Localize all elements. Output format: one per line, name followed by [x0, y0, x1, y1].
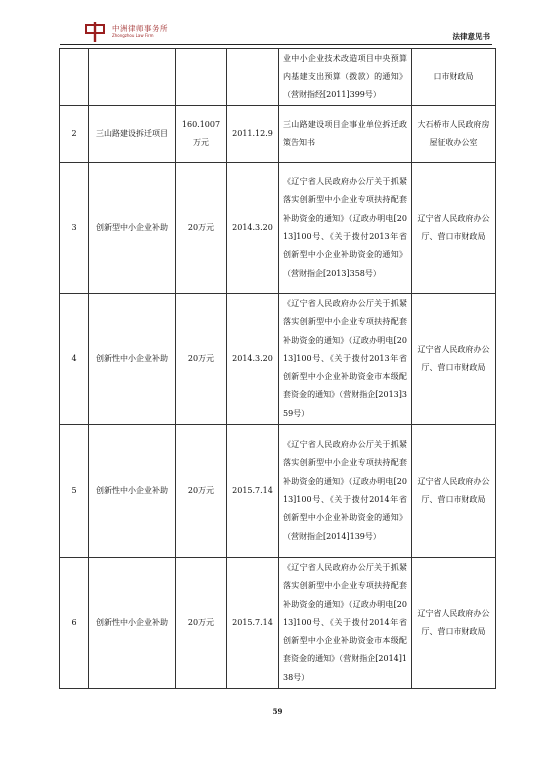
table-row [60, 163, 496, 294]
table-row [60, 425, 496, 558]
page-number: 59 [272, 707, 283, 716]
page-header [60, 18, 492, 45]
subsidy-amount [176, 49, 227, 106]
table-row [60, 294, 496, 425]
legal-basis: 业中小企业技术改造项目中央预算内基建支出预算（拨款）的通知》（营财指经[2011]399号） [279, 49, 412, 106]
row-number [60, 49, 89, 106]
subsidy-item: 创新性中小企业补助 [89, 558, 176, 689]
subsidy-amount: 160.1007万元 [176, 106, 227, 163]
table-row [60, 49, 496, 106]
subsidy-item: 创新型中小企业补助 [89, 163, 176, 294]
subsidy-amount: 20万元 [176, 294, 227, 425]
issuing-authority: 大石桥市人民政府房屋征收办公室 [412, 106, 496, 163]
subsidy-item: 创新性中小企业补助 [89, 425, 176, 558]
table-row [60, 106, 496, 163]
subsidy-amount: 20万元 [176, 425, 227, 558]
table-row [60, 558, 496, 689]
subsidy-date: 2015.7.14 [227, 558, 279, 689]
firm-name-en: Zhongzhou Law Firm [112, 33, 154, 38]
subsidy-table [59, 48, 496, 689]
subsidy-item: 三山路建设拆迁项目 [89, 106, 176, 163]
issuing-authority: 辽宁省人民政府办公厅、营口市财政局 [412, 425, 496, 558]
row-number: 6 [60, 558, 89, 689]
issuing-authority: 口市财政局 [412, 49, 496, 106]
issuing-authority: 辽宁省人民政府办公厅、营口市财政局 [412, 163, 496, 294]
legal-basis: 《辽宁省人民政府办公厅关于抓紧落实创新型中小企业专项扶持配套补助资金的通知》（辽政办明电[2013]100号、《关于拨付2013年省创新型中小企业补助资金的通知》（营财指企[2013]358号） [279, 163, 412, 294]
issuing-authority: 辽宁省人民政府办公厅、营口市财政局 [412, 294, 496, 425]
subsidy-amount: 20万元 [176, 558, 227, 689]
legal-basis: 《辽宁省人民政府办公厅关于抓紧落实创新型中小企业专项扶持配套补助资金的通知》（辽政办明电[2013]100号、《关于拨付2014年省创新型中小企业补助资金市本级配套资金的通知》（营财指企[2014]138号） [279, 558, 412, 689]
subsidy-date: 2014.3.20 [227, 294, 279, 425]
subsidy-item: 创新性中小企业补助 [89, 294, 176, 425]
subsidy-date: 2015.7.14 [227, 425, 279, 558]
document-type: 法律意见书 [452, 32, 490, 41]
subsidy-date [227, 49, 279, 106]
subsidy-date: 2014.3.20 [227, 163, 279, 294]
row-number: 3 [60, 163, 89, 294]
legal-basis: 《辽宁省人民政府办公厅关于抓紧落实创新型中小企业专项扶持配套补助资金的通知》（辽政办明电[2013]100号、《关于拨付2013年省创新型中小企业补助资金市本级配套资金的通知》（营财指企[2013]359号） [279, 294, 412, 425]
legal-basis: 《辽宁省人民政府办公厅关于抓紧落实创新型中小企业专项扶持配套补助资金的通知》（辽政办明电[2013]100号、《关于拨付2014年省创新型中小企业补助资金的通知》（营财指企[2014]139号） [279, 425, 412, 558]
subsidy-item [89, 49, 176, 106]
row-number: 2 [60, 106, 89, 163]
issuing-authority: 辽宁省人民政府办公厅、营口市财政局 [412, 558, 496, 689]
row-number: 4 [60, 294, 89, 425]
subsidy-date: 2011.12.9 [227, 106, 279, 163]
subsidy-amount: 20万元 [176, 163, 227, 294]
firm-logo [84, 22, 204, 42]
firm-logo-icon [84, 22, 106, 42]
row-number: 5 [60, 425, 89, 558]
firm-name-cn: 中洲律师事务所 [112, 24, 168, 33]
legal-basis: 三山路建设项目企事业单位拆迁政策告知书 [279, 106, 412, 163]
